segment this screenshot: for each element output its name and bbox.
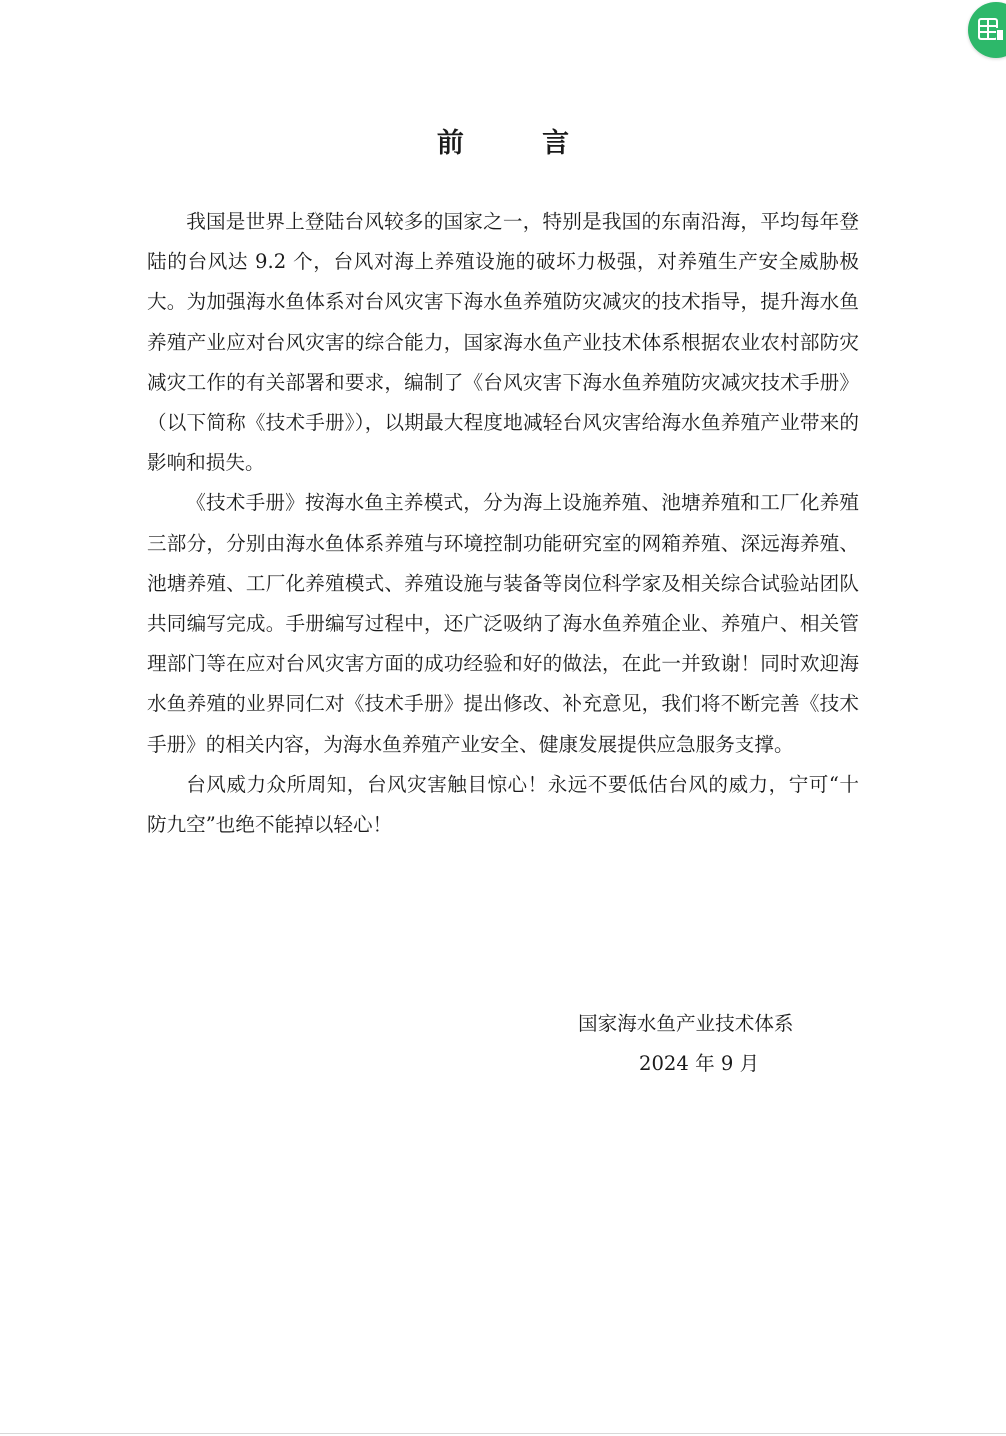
signature-organization: 国家海水鱼产业技术体系 (578, 1012, 794, 1035)
paragraph-1: 我国是世界上登陆台风较多的国家之一，特别是我国的东南沿海，平均每年登陆的台风达 9.2 个，台风对海上养殖设施的破坏力极强，对养殖生产安全威胁极大。为加强海水鱼体系对台风灾害下海水鱼养殖防灾减灾的技术指导，提升海水鱼养殖产业应对台风灾害的综合能力，国家海水鱼产业技术体系根据农业农村部防灾减灾工作的有关部署和要求，编制了《台风灾害下海水鱼养殖防灾减灾技术手册》（以下简称《技术手册》），以期最大程度地减轻台风灾害给海水鱼养殖产业带来的影响和损失。 (147, 210, 859, 475)
signature-block (540, 1004, 840, 1084)
body-text (147, 202, 859, 845)
page-title: 前 言 (436, 128, 595, 159)
paragraph-3: 台风威力众所周知，台风灾害触目惊心！永远不要低估台风的威力，宁可“十防九空”也绝不能掉以轻心！ (147, 772, 859, 837)
paragraph-2: 《技术手册》按海水鱼主养模式，分为海上设施养殖、池塘养殖和工厂化养殖三部分，分别由海水鱼体系养殖与环境控制功能研究室的网箱养殖、深远海养殖、池塘养殖、工厂化养殖模式、养殖设施与装备等岗位科学家及相关综合试验站团队共同编写完成。手册编写过程中，还广泛吸纳了海水鱼养殖企业、养殖户、相关管理部门等在应对台风灾害方面的成功经验和好的做法，在此一并致谢！同时欢迎海水鱼养殖的业界同仁对《技术手册》提出修改、补充意见，我们将不断完善《技术手册》的相关内容，为海水鱼养殖产业安全、健康发展提供应急服务支撑。 (147, 491, 859, 756)
signature-date: 2024 年 9 月 (639, 1052, 760, 1075)
page-bottom-divider (0, 1433, 1006, 1434)
